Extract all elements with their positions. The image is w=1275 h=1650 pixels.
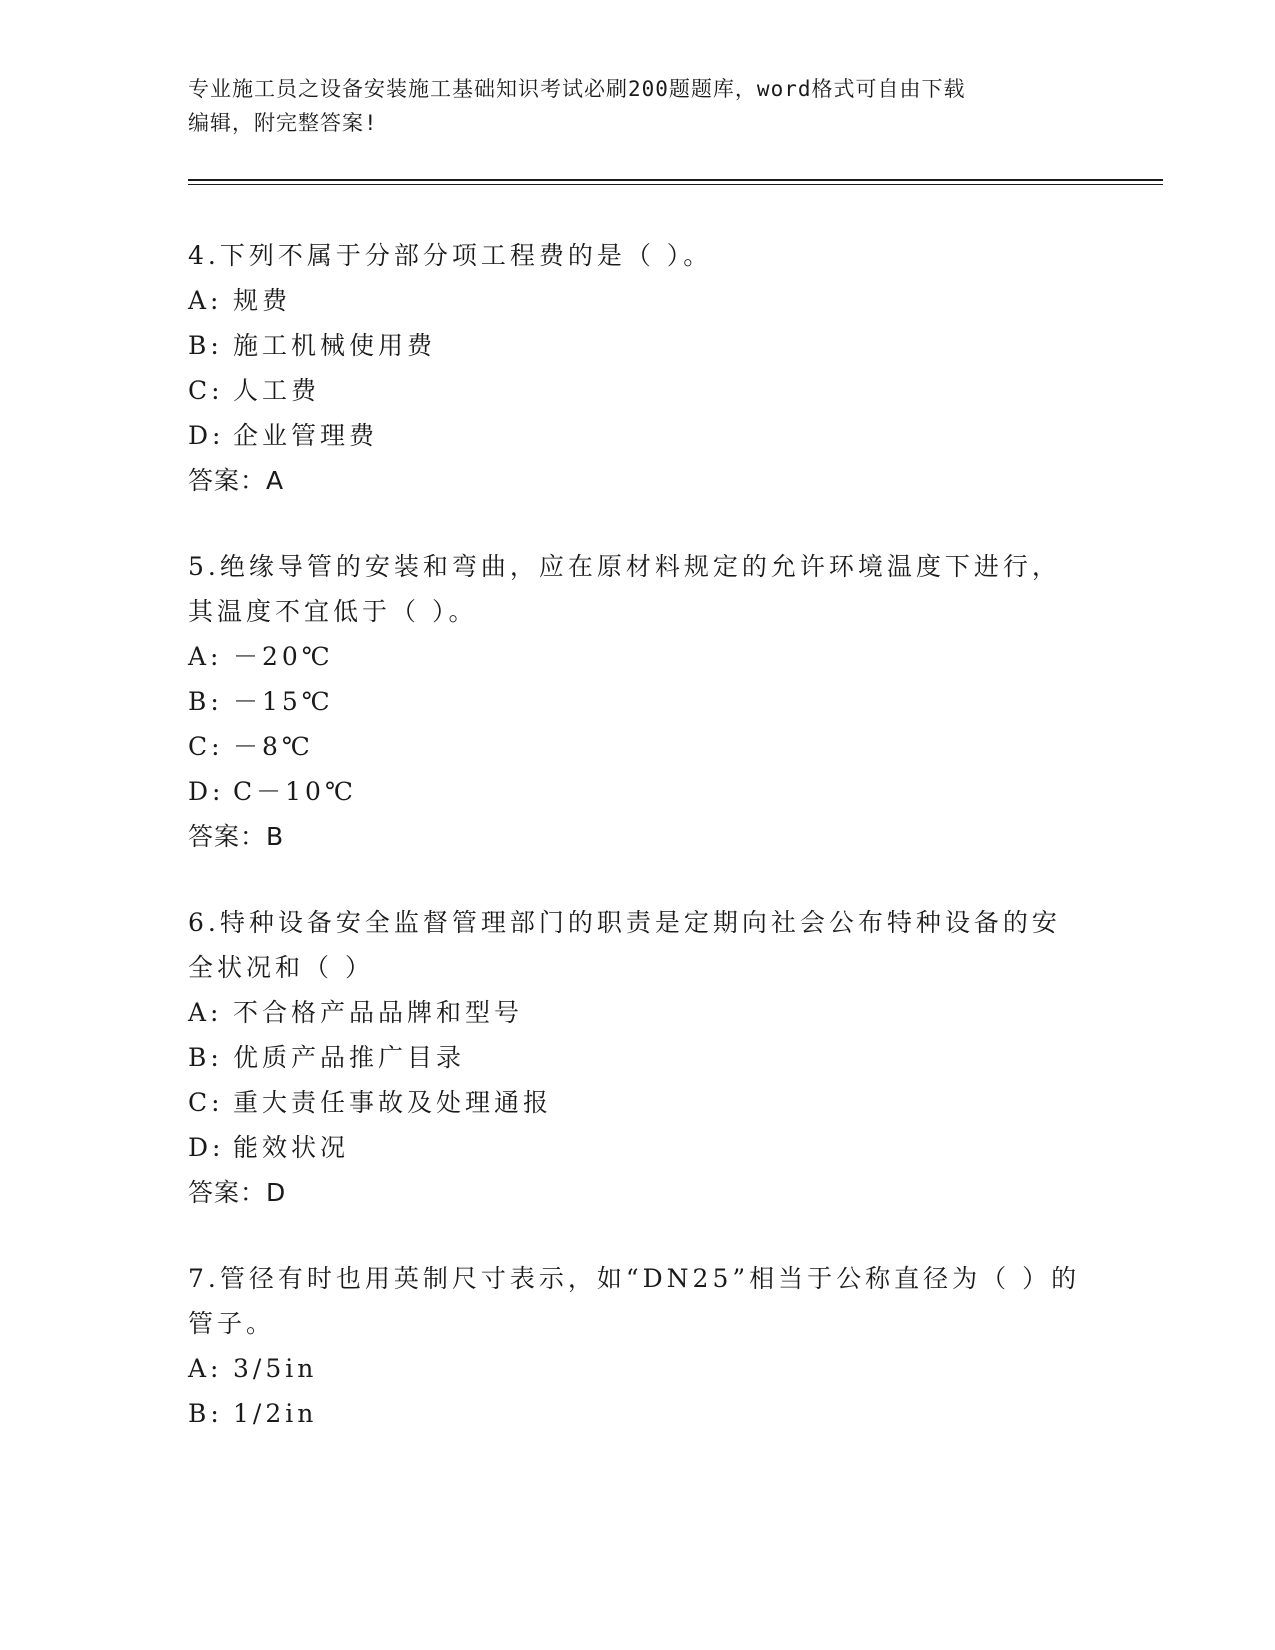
question-6 — [188, 900, 1088, 1216]
option-text: 不合格产品品牌和型号 — [233, 998, 524, 1027]
question-stem-line: 其温度不宜低于（ ）。 — [188, 597, 478, 626]
question-stem-line: 4.下列不属于分部分项工程费的是（ ）。 — [188, 241, 713, 270]
option-a — [188, 278, 1088, 323]
question-4 — [188, 233, 1088, 504]
option-letter: A: — [188, 286, 223, 315]
question-7 — [188, 1256, 1088, 1436]
option-letter: A: — [188, 642, 223, 671]
option-letter: D: — [188, 777, 225, 806]
option-c — [188, 1080, 1088, 1125]
question-stem-line: 管子。 — [188, 1309, 276, 1338]
option-letter: B: — [188, 331, 223, 360]
option-letter: B: — [188, 687, 223, 716]
question-stem-line: 6.特种设备安全监督管理部门的职责是定期向社会公布特种设备的安 — [188, 908, 1061, 937]
option-text: C－10℃ — [233, 777, 357, 806]
option-text: 规费 — [233, 286, 292, 315]
option-text: 1/2in — [233, 1399, 318, 1428]
option-d — [188, 769, 1088, 814]
option-letter: B: — [188, 1399, 223, 1428]
option-a — [188, 634, 1088, 679]
option-c — [188, 368, 1088, 413]
option-c — [188, 724, 1088, 769]
option-text: －8℃ — [233, 732, 314, 761]
answer-line: 答案：B — [188, 822, 285, 851]
option-a — [188, 990, 1088, 1035]
option-b — [188, 1391, 1088, 1436]
option-text: 3/5in — [233, 1354, 318, 1383]
header-title-line-2: 编辑，附完整答案! — [188, 111, 378, 135]
header-title-line-1: 专业施工员之设备安装施工基础知识考试必刷200题题库，word格式可自由下载 — [188, 77, 966, 101]
option-text: 施工机械使用费 — [233, 331, 437, 360]
option-letter: C: — [188, 732, 224, 761]
option-text: 优质产品推广目录 — [233, 1043, 466, 1072]
option-text: －20℃ — [233, 642, 334, 671]
option-b — [188, 679, 1088, 724]
option-letter: B: — [188, 1043, 223, 1072]
option-letter: C: — [188, 1088, 224, 1117]
question-stem — [188, 1256, 1088, 1346]
option-a — [188, 1346, 1088, 1391]
option-text: 企业管理费 — [233, 421, 379, 450]
question-stem-line: 全状况和（ ） — [188, 953, 374, 982]
option-letter: A: — [188, 998, 223, 1027]
option-b — [188, 323, 1088, 368]
option-text: 人工费 — [233, 376, 321, 405]
option-letter: A: — [188, 1354, 223, 1383]
question-stem — [188, 900, 1088, 990]
option-letter: C: — [188, 376, 224, 405]
option-d — [188, 413, 1088, 458]
page-header — [188, 72, 1078, 140]
question-5 — [188, 544, 1088, 860]
answer-line: 答案：A — [188, 466, 285, 495]
question-stem — [188, 233, 1088, 278]
header-divider — [188, 179, 1163, 185]
option-text: 重大责任事故及处理通报 — [233, 1088, 553, 1117]
option-d — [188, 1125, 1088, 1170]
question-stem-line: 5.绝缘导管的安装和弯曲，应在原材料规定的允许环境温度下进行， — [188, 552, 1061, 581]
answer-line: 答案：D — [188, 1178, 287, 1207]
question-stem-line: 7.管径有时也用英制尺寸表示，如“DN25”相当于公称直径为（ ）的 — [188, 1264, 1081, 1293]
option-letter: D: — [188, 421, 225, 450]
option-b — [188, 1035, 1088, 1080]
question-stem — [188, 544, 1088, 634]
option-letter: D: — [188, 1133, 225, 1162]
question-list — [188, 233, 1088, 1476]
option-text: －15℃ — [233, 687, 334, 716]
option-text: 能效状况 — [233, 1133, 350, 1162]
